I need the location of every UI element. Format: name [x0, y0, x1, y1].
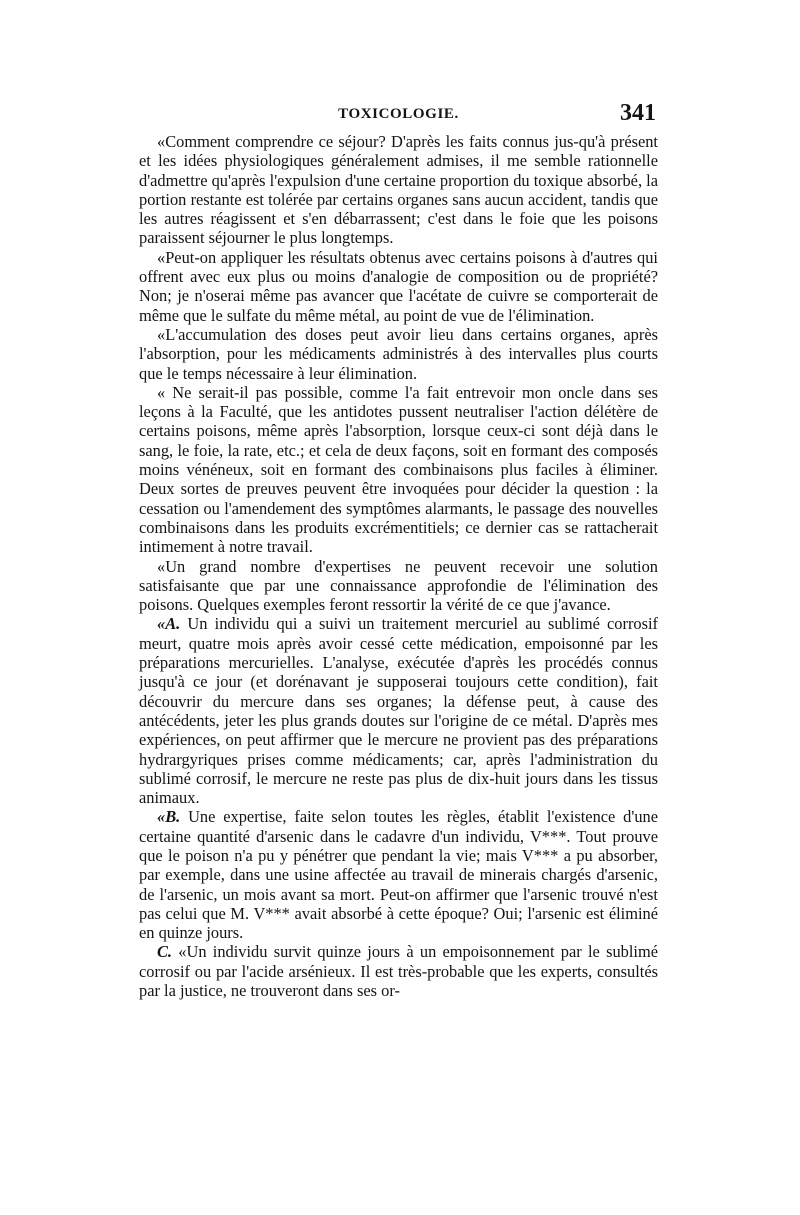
case-label: «A.	[157, 614, 181, 634]
paragraph-text: Un individu qui a suivi un traitement mercuriel au sublimé corrosif meurt, quatre mois après avoir cessé cette médication, empoisonné par les préparations mercurielles. L'analyse, exécutée d'après les procédés connus jusqu'à ce jour (et dorénavant je supposerai toujours cette condition), fait découvrir du mercure dans ses organes; la défense peut, à cause des antécédents, jeter les plus grands doutes sur l'origine de ce métal. D'après mes expériences, on peut affirmer que le mercure ne provient pas des préparations hydrargyriques prises comme médicaments; car, après l'administration du sublimé corrosif, le mercure ne reste pas plus de dix-huit jours dans les tissus animaux.	[139, 614, 658, 808]
paragraph-text: «L'accumulation des doses peut avoir lieu dans certains organes, après l'absorption, pour les médicaments administrés à des intervalles plus courts que le temps nécessaire à leur élimination.	[139, 324, 658, 383]
body-text	[139, 132, 658, 1000]
paragraph	[139, 557, 658, 615]
paragraph-text: «Comment comprendre ce séjour? D'après les faits connus jus-qu'à présent et les idées physiologiques généralement admises, il me semble rationnelle d'admettre qu'après l'expulsion d'une certaine proportion du toxique absorbé, la portion restante est tolérée par certains organes sans aucun accident, tandis que les autres réagissent et s'en débarrassent; c'est dans le foie que les poisons paraissent séjourner le plus longtemps.	[139, 132, 658, 248]
paragraph	[139, 325, 658, 383]
page-number: 341	[620, 100, 656, 126]
paragraph	[139, 383, 658, 557]
paragraph	[139, 132, 658, 248]
paragraph-case-c	[139, 942, 658, 1000]
paragraph	[139, 248, 658, 325]
case-label: C.	[157, 942, 173, 962]
paragraph-text: « Ne serait-il pas possible, comme l'a fait entrevoir mon oncle dans ses leçons à la Faculté, que les antidotes pussent neutraliser l'action délétère de certains poisons, même après l'absorption, lorsque ceux-ci sont déjà dans le sang, le foie, la rate, etc.; et cela de deux façons, soit en formant des composés moins vénéneux, soit en formant des combinaisons plus faciles à éliminer. Deux sortes de preuves peuvent être invoquées pour décider la question : la cessation ou l'amendement des symptômes alarmants, le passage des nouvelles combinaisons dans les produits excrémentitiels; ce dernier cas se rattacherait intimement à notre travail.	[139, 382, 658, 557]
running-head	[139, 100, 658, 126]
paragraph-case-b	[139, 807, 658, 942]
paragraph-case-a	[139, 614, 658, 807]
book-page	[139, 100, 658, 1000]
paragraph-text: «Peut-on appliquer les résultats obtenus avec certains poisons à d'autres qui offrent avec eux plus ou moins d'analogie de composition ou de propriété? Non; je n'oserai même pas avancer que l'acétate de cuivre se comporterait de même que le sulfate du même métal, au point de vue de l'élimination.	[139, 247, 658, 325]
running-head-title: TOXICOLOGIE.	[338, 106, 459, 122]
paragraph-text: Une expertise, faite selon toutes les règles, établit l'existence d'une certaine quantité d'arsenic dans le cadavre d'un individu, V***. Tout prouve que le poison n'a pu y pénétrer que pendant la vie; mais V*** a pu absorber, par exemple, dans une usine affectée au travail de minerais chargés d'arsenic, de l'arsenic, un mois avant sa mort. Peut-on affirmer que l'arsenic trouvé n'est pas celui que M. V*** avait absorbé à cette époque? Oui; l'arsenic est éliminé en quinze jours.	[139, 807, 658, 943]
paragraph-text: «Un individu survit quinze jours à un empoisonnement par le sublimé corrosif ou par l'acide arsénieux. Il est très-probable que les experts, consultés par la justice, ne trouveront dans ses or-	[139, 942, 658, 1001]
case-label: «B.	[157, 807, 181, 827]
paragraph-text: «Un grand nombre d'expertises ne peuvent recevoir une solution satisfaisante que par une connaissance approfondie de l'élimination des poisons. Quelques exemples feront ressortir la vérité de ce que j'avance.	[139, 556, 658, 615]
